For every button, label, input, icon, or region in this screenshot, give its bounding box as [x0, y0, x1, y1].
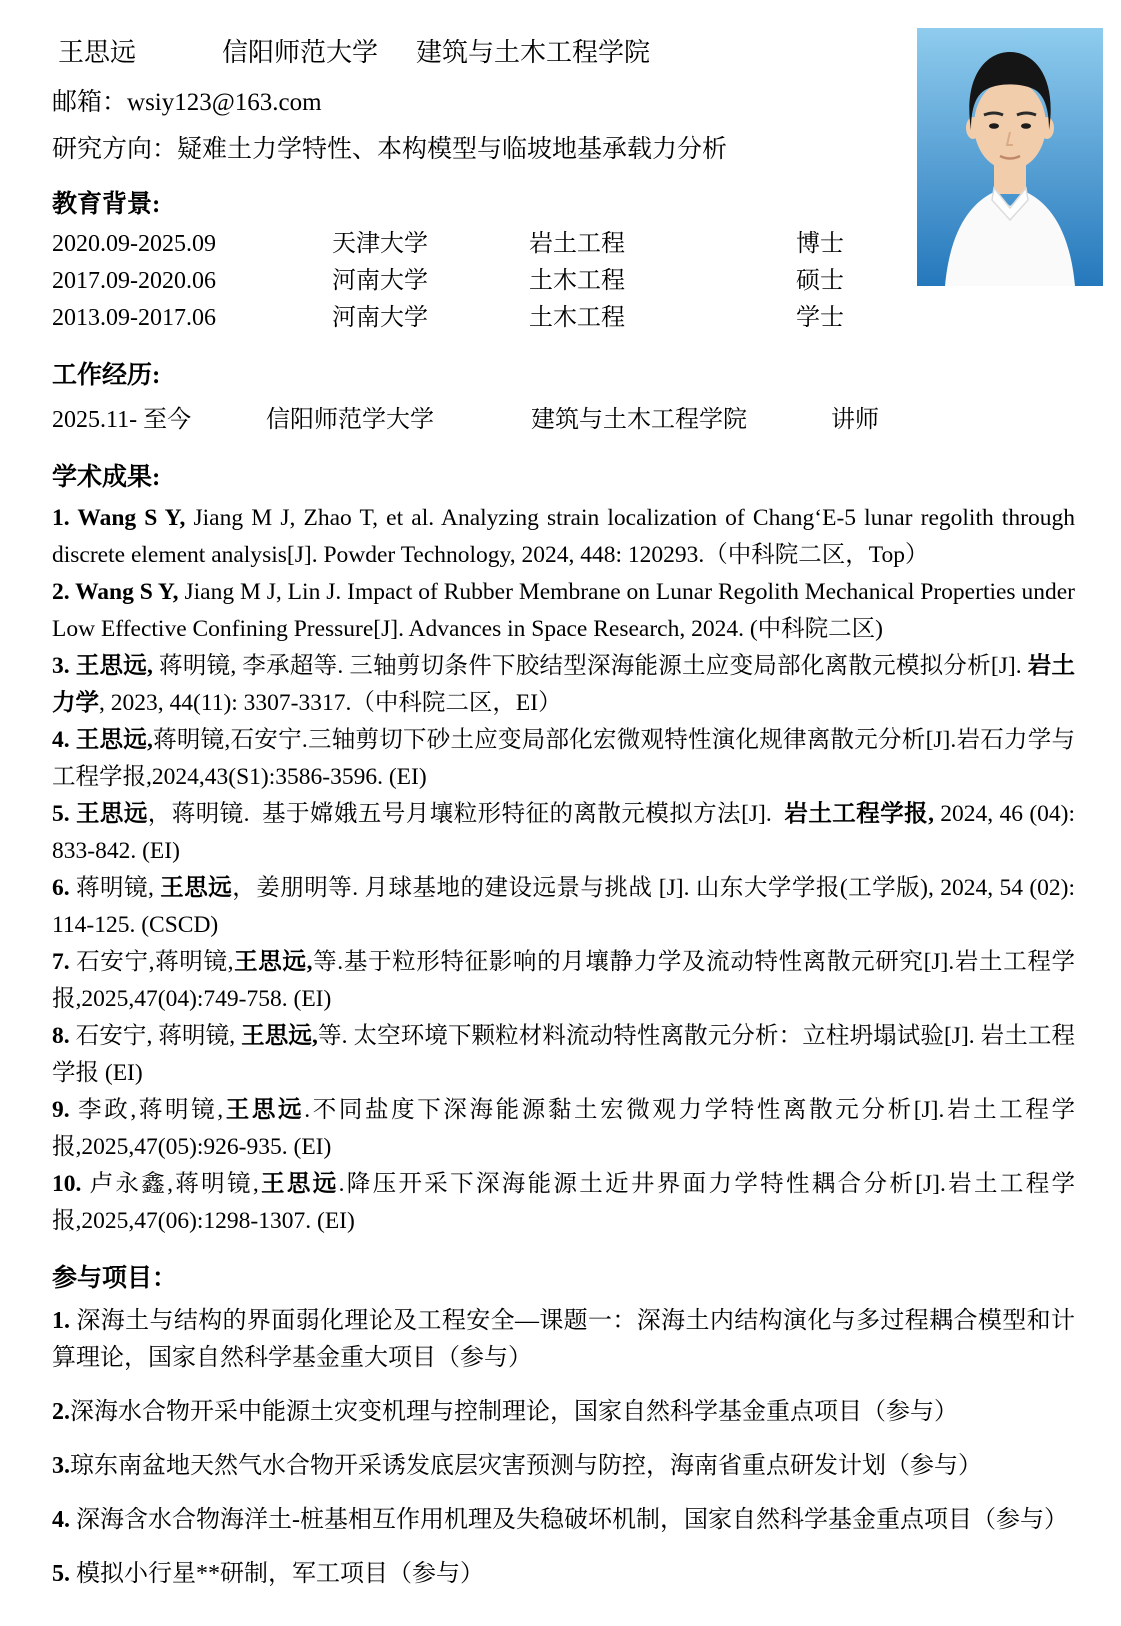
college: 建筑与土木工程学院: [531, 407, 747, 433]
affiliation-college: 建筑与土木工程学院: [416, 38, 651, 67]
publications-section-title: 学术成果:: [52, 464, 161, 491]
project-item: 2.深海水合物开采中能源土灾变机理与控制理论，国家自然科学基金重点项目（参与）: [52, 1399, 958, 1425]
major: 岩土工程: [529, 231, 625, 257]
photo-eye-left: [989, 123, 999, 129]
project-item: 1. 深海土与结构的界面弱化理论及工程安全—课题一：深海土内结构演化与多过程耦合模型和计算理论，国家自然科学基金重大项目（参与）: [52, 1308, 1075, 1371]
photo-face: [974, 80, 1046, 170]
email-value: wsiy123@163.com: [127, 89, 322, 116]
projects-section-title: 参与项目：: [52, 1265, 178, 1292]
education-section-title: 教育背景:: [52, 191, 161, 218]
photo-eye-right: [1021, 123, 1031, 129]
research-value: 疑难土力学特性、本构模型与临坡地基承载力分析: [177, 136, 728, 163]
school: 河南大学: [332, 305, 428, 331]
project-item: 4. 深海含水合物海洋土-桩基相互作用机理及失稳破坏机制，国家自然科学基金重点项目（参与）: [52, 1507, 1068, 1533]
research-label: 研究方向：: [52, 136, 178, 163]
project-item: 5. 模拟小行星**研制，军工项目（参与）: [52, 1561, 484, 1587]
position: 讲师: [831, 407, 879, 433]
publications-list: [52, 500, 1081, 1240]
major: 土木工程: [529, 305, 625, 331]
affiliation-university: 信阳师范大学: [222, 38, 379, 67]
degree: 博士: [796, 231, 844, 257]
publication-item: 9. 李政,蒋明镜,王思远.不同盐度下深海能源黏土宏微观力学特性离散元分析[J].岩土工程学报,2025,47(05):926-935. (EI): [52, 1097, 1076, 1160]
publication-item: 2. Wang S Y, Jiang M J, Lin J. Impact of Rubber Membrane on Lunar Regolith Mechanical Properties under Low Effective Confining Pressure[J]. Advances in Space Research, 2024. (中科院二区): [52, 579, 1081, 642]
period: 2017.09-2020.06: [52, 268, 216, 294]
school: 天津大学: [332, 231, 428, 257]
email-label: 邮箱：: [52, 89, 128, 116]
major: 土木工程: [529, 268, 625, 294]
publication-item: 1. Wang S Y, Jiang M J, Zhao T, et al. Analyzing strain localization of Chang‘E-5 lunar regolith through discrete element analysis[J]. Powder Technology, 2024, 448: 120293.（中科院二区，Top）: [52, 505, 1081, 568]
degree: 学士: [796, 305, 844, 331]
work-section-title: 工作经历:: [52, 362, 161, 389]
projects-list: [52, 1303, 1075, 1593]
work-table: [52, 402, 1075, 439]
period: 2025.11- 至今: [52, 407, 192, 433]
degree: 硕士: [796, 268, 844, 294]
period: 2020.09-2025.09: [52, 231, 216, 257]
publication-item: 8. 石安宁, 蒋明镜, 王思远,等. 太空环境下颗粒材料流动特性离散元分析：立柱坍塌试验[J]. 岩土工程学报 (EI): [52, 1023, 1076, 1086]
profile-photo: [917, 28, 1103, 286]
project-item: 3.琼东南盆地天然气水合物开采诱发底层灾害预测与防控，海南省重点研发计划（参与）: [52, 1453, 982, 1479]
period: 2013.09-2017.06: [52, 305, 216, 331]
education-row: [52, 300, 1075, 337]
work-row: [52, 402, 1075, 439]
publication-item: 10. 卢永鑫,蒋明镜,王思远.降压开采下深海能源土近井界面力学特性耦合分析[J].岩土工程学报,2025,47(06):1298-1307. (EI): [52, 1171, 1076, 1234]
publication-item: 7. 石安宁,蒋明镜,王思远,等.基于粒形特征影响的月壤静力学及流动特性离散元研究[J].岩土工程学报,2025,47(04):749-758. (EI): [52, 949, 1076, 1012]
publication-item: 5. 王思远，蒋明镜. 基于嫦娥五号月壤粒形特征的离散元模拟方法[J]. 岩土工程学报, 2024, 46 (04): 833-842. (EI): [52, 801, 1081, 864]
school: 信阳师范学大学: [266, 407, 434, 433]
person-name: 王思远: [58, 38, 137, 67]
publication-item: 6. 蒋明镜, 王思远，姜朋明等. 月球基地的建设远景与挑战 [J]. 山东大学学报(工学版), 2024, 54 (02): 114-125. (CSCD): [52, 875, 1081, 938]
school: 河南大学: [332, 268, 428, 294]
publication-item: 4. 王思远,蒋明镜,石安宁.三轴剪切下砂土应变局部化宏微观特性演化规律离散元分析[J].岩石力学与工程学报,2024,43(S1):3586-3596. (EI): [52, 727, 1076, 790]
publication-item: 3. 王思远, 蒋明镜, 李承超等. 三轴剪切条件下胶结型深海能源土应变局部化离散元模拟分析[J]. 岩土力学, 2023, 44(11): 3307-3317.（中科院二区，EI）: [52, 653, 1076, 716]
